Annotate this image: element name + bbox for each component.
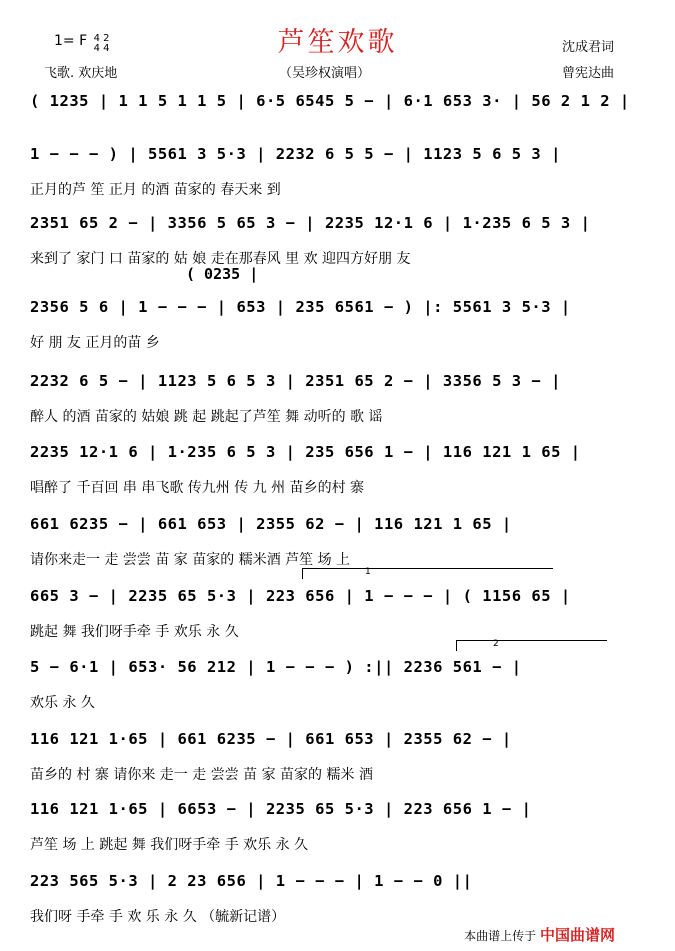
notation-line: 665 3 − | 2235 65 5·3 | 223 656 | 1 − − − | ( 1156 65 |: [30, 587, 571, 605]
lyric-line: 醉人 的酒 苗家的 姑娘 跳 起 跳起了芦笙 舞 动听的 歌 谣: [30, 409, 383, 425]
singer-credit: （吴珍权演唱）: [279, 66, 371, 81]
lyricist-credit: 沈成君词: [562, 40, 615, 55]
time-signature: [94, 34, 110, 54]
notation-line: 661 6235 − | 661 653 | 2355 62 − | 116 121 1 65 |: [30, 515, 512, 533]
volta-1-number: 1: [365, 567, 371, 577]
notation-line: 2235 12·1 6 | 1·235 6 5 3 | 235 656 1 − | 116 121 1 65 |: [30, 443, 581, 461]
composer-credit: 曾宪达曲: [562, 66, 615, 81]
notation-line: 116 121 1·65 | 661 6235 − | 661 653 | 2355 62 − |: [30, 730, 512, 748]
lyric-line: 我们呀 手牵 手 欢 乐 永 久 （毓新记谱）: [30, 909, 286, 925]
footer-brand: 中国曲谱网: [539, 926, 615, 944]
notation-line: ( 1235 | 1 1 5 1 1 5 | 6·5 6545 5 − | 6·1 653 3· | 56 2 1 2 |: [30, 92, 630, 110]
key-label: 1= F: [54, 33, 88, 49]
notation-line: 5 − 6·1 | 653· 56 212 | 1 − − − ) :|| 2236 561 − |: [30, 658, 522, 676]
notation-line: 1 − − − ) | 5561 3 5·3 | 2232 6 5 5 − | 1123 5 6 5 3 |: [30, 145, 561, 163]
time-signature-bottom: 4 4: [93, 43, 110, 54]
volta-1: [302, 568, 553, 579]
lyric-line: 芦笙 场 上 跳起 舞 我们呀手牵 手 欢乐 永 久: [30, 837, 309, 853]
volta-2: [456, 640, 607, 651]
footer: [464, 924, 615, 945]
lyric-line: 跳起 舞 我们呀手牵 手 欢乐 永 久: [30, 624, 239, 640]
notation-line: 223 565 5·3 | 2 23 656 | 1 − − − | 1 − − 0 ||: [30, 872, 473, 890]
lyric-line: 请你来走一 走 尝尝 苗 家 苗家的 糯米酒 芦笙 场 上: [30, 552, 351, 568]
notation-line: 2351 65 2 − | 3356 5 65 3 − | 2235 12·1 6 | 1·235 6 5 3 |: [30, 214, 591, 232]
intro-mark: ( 0235 |: [186, 265, 259, 283]
notation-line: 2356 5 6 | 1 − − − | 653 | 235 6561 − ) |: 5561 3 5·3 |: [30, 298, 571, 316]
page-title: 芦笙欢歌: [277, 27, 398, 58]
lyric-line: 好 朋 友 正月的苗 乡: [30, 335, 160, 351]
style-marking: 飞歌. 欢庆地: [44, 66, 118, 81]
volta-2-number: 2: [493, 639, 499, 649]
footer-upload-text: 本曲谱上传于: [464, 929, 537, 943]
lyric-line: 正月的芦 笙 正月 的酒 苗家的 春天来 到: [30, 182, 281, 198]
lyric-line: 唱醉了 千百回 串 串飞歌 传九州 传 九 州 苗乡的村 寨: [30, 480, 365, 496]
lyric-line: 来到了 家门 口 苗家的 姑 娘 走在那春风 里 欢 迎四方好朋 友: [30, 251, 411, 267]
lyric-line: 欢乐 永 久: [30, 695, 95, 711]
notation-line: 2232 6 5 − | 1123 5 6 5 3 | 2351 65 2 − | 3356 5 3 − |: [30, 372, 561, 390]
notation-line: 116 121 1·65 | 6653 − | 2235 65 5·3 | 223 656 1 − |: [30, 800, 532, 818]
key-signature: [54, 33, 110, 54]
lyric-line: 苗乡的 村 寨 请你来 走一 走 尝尝 苗 家 苗家的 糯米 酒: [30, 767, 373, 783]
time-signature-top: 4 2: [93, 33, 110, 44]
